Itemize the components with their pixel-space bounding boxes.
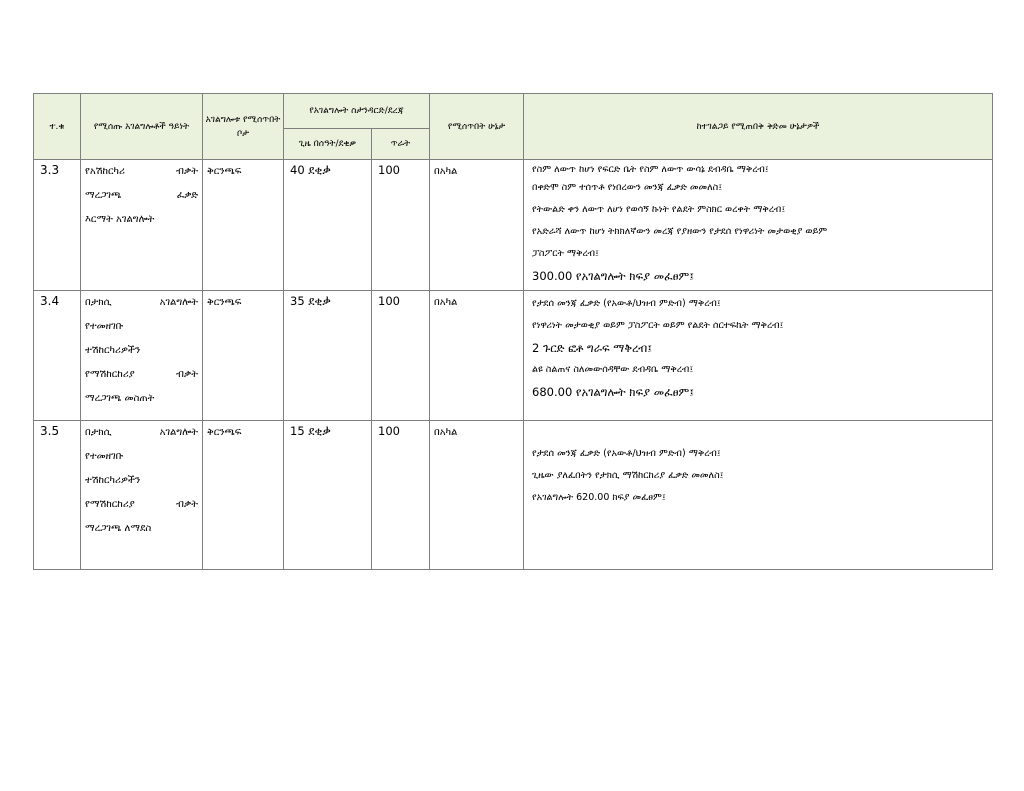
service-standards-table	[33, 93, 993, 570]
location-cell: ቅርንጫፍ	[203, 291, 284, 421]
requirement-item: 680.00 የአገልግሎት ክፍያ መፈፀም፤	[532, 385, 694, 399]
requirement-item: የአገልግሎት 620.00 ክፍያ መፈፀም፤	[532, 492, 666, 503]
service-line: ማረጋገጫ መስጠት	[85, 393, 155, 404]
requirement-item: የስም ለውጥ ከሆነ የፍርድ ቤት የስም ለውጥ ውሳኔ ደብዳቤ ማቅረብ፤	[532, 164, 769, 175]
time-cell: 40 ደቂቃ	[284, 160, 372, 291]
service-line: ተሽከርካሪዎችን	[85, 345, 141, 356]
requirement-item: በቀድሞ ስም ተሰጥቶ የነበረውን መንጃ ፈቃድ መመለስ፤	[532, 182, 723, 193]
requirements-cell	[524, 421, 993, 570]
mode-cell: በአካል	[430, 160, 524, 291]
requirements-cell	[524, 160, 993, 291]
header-delivery-mode: የሚሰጥበት ሁኔታ	[430, 94, 524, 160]
table-row	[34, 160, 993, 291]
header-service-type: የሚሰጡ አገልግሎቶች ዓይነት	[81, 94, 203, 160]
service-type-cell	[81, 160, 203, 291]
requirement-item: የነዋሪነት መታወቂያ ወይም ፓስፖርት ወይም የልደት ሰርተፍኬት ማቅረብ፤	[532, 320, 784, 331]
quality-cell: 100	[372, 421, 430, 570]
requirement-item: ልዩ ስልጠና ስለመውሰዳቸው ደብዳቤ ማቅረብ፤	[532, 364, 694, 375]
location-cell: ቅርንጫፍ	[203, 160, 284, 291]
header-requirements: ከተገልጋይ የሚጠበቅ ቅድመ ሁኔታዎች	[524, 94, 993, 160]
header-standard-group: የአገልግሎት ስታንዳርድ/ደረጃ	[284, 94, 430, 129]
requirement-item: ጊዜው ያለፈበትን የታክሲ ማሽከርከሪያ ፈቃድ መመለስ፤	[532, 470, 724, 481]
table-row	[34, 291, 993, 421]
quality-cell: 100	[372, 291, 430, 421]
mode-cell: በአካል	[430, 421, 524, 570]
time-cell: 35 ደቂቃ	[284, 291, 372, 421]
service-line: የተመዘገቡ	[85, 451, 124, 462]
quality-cell: 100	[372, 160, 430, 291]
header-time: ጊዜ በሰዓት/ደቂቃ	[284, 129, 372, 160]
table-row	[34, 421, 993, 570]
service-line: ተሽከርካሪዎችን	[85, 475, 141, 486]
service-line: በታክሲ አገልግሎት	[85, 297, 198, 308]
requirement-item: 300.00 የአገልግሎት ክፍያ መፈፀም፤	[532, 269, 694, 283]
requirement-item: የታደሰ መንጃ ፈቃድ (የአውቶ/ህዝብ ምድብ) ማቅረብ፤	[532, 298, 721, 309]
service-line: ማረጋገጫ ለማደስ	[85, 523, 152, 534]
requirement-item: የታደሰ መንጃ ፈቃድ (የአውቶ/ህዝብ ምድብ) ማቅረብ፤	[532, 448, 721, 459]
requirements-cell	[524, 291, 993, 421]
row-number: 3.4	[34, 291, 81, 421]
service-type-cell	[81, 421, 203, 570]
service-line: የተመዘገቡ	[85, 321, 124, 332]
requirement-item: የአድራሻ ለውጥ ከሆነ ትክክለኛውን መረጃ የያዘውን የታደሰ የነዋሪነት መታወቂያ ወይም	[532, 226, 828, 237]
service-line: በታክሲ አገልግሎት	[85, 427, 198, 438]
location-cell: ቅርንጫፍ	[203, 421, 284, 570]
row-number: 3.3	[34, 160, 81, 291]
service-line: ማረጋገጫ ፈቃድ	[85, 190, 198, 201]
service-line: የማሽከርከሪያ ብቃት	[85, 499, 198, 510]
service-type-cell	[81, 291, 203, 421]
requirement-item: ፓስፖርት ማቅረብ፤	[532, 248, 599, 259]
header-quality: ጥራት	[372, 129, 430, 160]
time-cell: 15 ደቂቃ	[284, 421, 372, 570]
header-service-location: አገልግሎቱ የሚሰጥበት ቦታ	[203, 94, 284, 160]
requirement-item: 2 ጉርድ ፎቶ ግራፍ ማቅረብ፤	[532, 341, 652, 355]
mode-cell: በአካል	[430, 291, 524, 421]
service-line: የአሽከርካሪ ብቃት	[85, 166, 198, 177]
header-no: ተ.ቁ	[34, 94, 81, 160]
requirement-item: የትውልድ ቀን ለውጥ ለሆነ የወሳኝ ኩነት የልደት ምስክር ወረቀት ማቅረብ፤	[532, 204, 786, 215]
row-number: 3.5	[34, 421, 81, 570]
service-line: የማሽከርከሪያ ብቃት	[85, 369, 198, 380]
service-line: እርማት አገልግሎት	[85, 214, 155, 225]
